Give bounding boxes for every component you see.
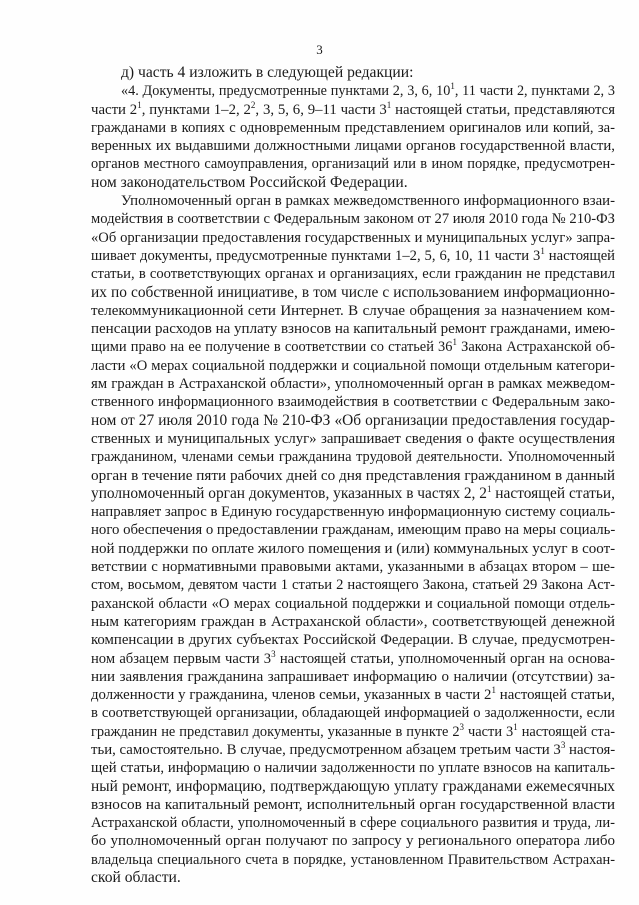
- page-number: 3: [316, 42, 323, 57]
- text-line: раханской области «О мерах социальной поддержки и социальной помощи отдель-: [91, 595, 615, 612]
- text-line: ным категориям граждан в Астраханской области», соответствующей денежной: [91, 612, 615, 630]
- text-line: ном от 27 июля 2010 года № 210-ФЗ «Об организации предоставления государ-: [91, 411, 615, 429]
- text-line: пенсации расходов на уплату взносов на капитальный ремонт гражданами, имею-: [91, 321, 616, 338]
- text-line: орган в течение пяти рабочих дней со дня представления гражданином в данный: [91, 466, 615, 484]
- text-line: гражданами в копиях с одновременным представлением оригиналов или копий, за-: [91, 119, 615, 136]
- text-line: телекоммуникационной сети Интернет. В случае обращения за назначением ком-: [91, 302, 615, 319]
- text-line: ской области.: [91, 869, 181, 887]
- text-line: «4. Документы, предусмотренные пунктами 2, 3, 6, $10^1$, 11 части 2, пунктами 2, 3: [121, 81, 615, 100]
- paragraph-1: [91, 82, 615, 192]
- text-line: компенсации в других субъектах Российской Федерации. В случае, предусмотрен-: [91, 632, 615, 649]
- document-body: [91, 64, 615, 887]
- text-line: ветствии с нормативными правовыми актами, указанными в абзацах втором – ше-: [91, 559, 615, 576]
- text-line: ном абзацем первым части $3^3$ настоящей статьи, уполномоченный орган на основа-: [91, 648, 616, 667]
- text-line: владельца специального счета в порядке, установленном Правительством Астрахан-: [91, 851, 615, 868]
- text-line: гражданином, членами семьи гражданина трудовой деятельности. Уполномоченный: [91, 449, 615, 466]
- text-line: в соответствующей организации, обладающей информацией о задолженности, если: [91, 705, 615, 722]
- text-line: стом, восьмом, девятом части 1 статьи 2 настоящего Закона, статьей 29 Закона Аст-: [91, 577, 615, 594]
- text-line: тьи, самостоятельно. В случае, предусмотренном абзацем третьим части $3^3$ настоя-: [91, 739, 616, 758]
- text-line: Уполномоченный орган в рамках межведомственного информационного взаи-: [121, 193, 615, 210]
- text-line: направляет запрос в Единую государственную информационную систему социаль-: [91, 504, 616, 521]
- text-line: щими право на ее получение в соответствии со статьей $36^1$ Закона Астраханской об-: [91, 337, 615, 356]
- text-line: органов местного самоуправления, организаций или в ином порядке, предусмотрен-: [91, 156, 615, 173]
- text-line: ного обеспечения о предоставлении гражданам, имеющим право на меры социаль-: [91, 522, 616, 539]
- text-line: ственных и муниципальных услуг» запрашивает сведения о факте осуществления: [91, 430, 615, 447]
- paragraph-2: [91, 192, 615, 887]
- text-line: взносов на капитальный ремонт, исполнительный орган государственной власти: [91, 795, 615, 813]
- text-line: нии заявления гражданина запрашивает информацию о наличии (отсутствии) за-: [91, 668, 615, 685]
- text-line: долженности у гражданина, членов семьи, указанных в части $2^1$ настоящей статьи,: [91, 685, 615, 704]
- text-line: модействия в соответствии с Федеральным законом от 27 июля 2010 года № 210-ФЗ: [91, 211, 615, 228]
- intro-line: д) часть 4 изложить в следующей редакции:: [121, 64, 414, 81]
- text-line: ном законодательством Российской Федерации.: [91, 173, 408, 191]
- text-line: статьи, в соответствующих органах и организациях, если гражданин не представил: [91, 266, 615, 283]
- text-line: ной поддержки по оплате жилого помещения и (или) коммунальных услуг в соот-: [91, 540, 616, 557]
- text-line: «Об организации предоставления государственных и муниципальных услуг» запра-: [91, 229, 615, 246]
- text-line: ласти «О мерах социальной поддержки и социальной помощи отдельным категори-: [91, 357, 615, 374]
- text-line: ный ремонт, информацию, подтверждающую уплату гражданами ежемесячных: [91, 777, 615, 795]
- text-line: Астраханской области, уполномоченный в сфере социального развития и труда, ли-: [91, 815, 615, 832]
- text-line: шивает документы, предусмотренные пунктами 1–2, 5, 6, 10, 11 части $3^1$ настоящей: [91, 245, 615, 264]
- text-line: щей статьи, информацию о наличии задолженности по уплате взносов на капиталь-: [91, 760, 615, 777]
- text-line: ям граждан в Астраханской области», уполномоченный орган в рамках межведом-: [91, 376, 615, 393]
- text-line: части $2^1$, пунктами 1–2, $2^2$, 3, 5, 6, 9–11 части $3^1$ настоящей статьи, представляются: [91, 99, 616, 118]
- text-line: веренных их выдавшими должностными лицами органов государственной власти,: [91, 138, 615, 155]
- text-line: ственного информационного взаимодействия в соответствии с Федеральным зако-: [91, 394, 615, 411]
- text-line: бо уполномоченный орган получают по запросу у регионального оператора либо: [91, 833, 615, 850]
- text-line: уполномоченный орган документов, указанных в частях 2, $2^1$ настоящей статьи,: [91, 483, 615, 502]
- text-line: их по собственной инициативе, в том числе с использованием информационно-: [91, 283, 615, 301]
- text-line: гражданин не представил документы, указанные в пункте $2^3$ части $3^1$ настоящей ста-: [91, 721, 615, 740]
